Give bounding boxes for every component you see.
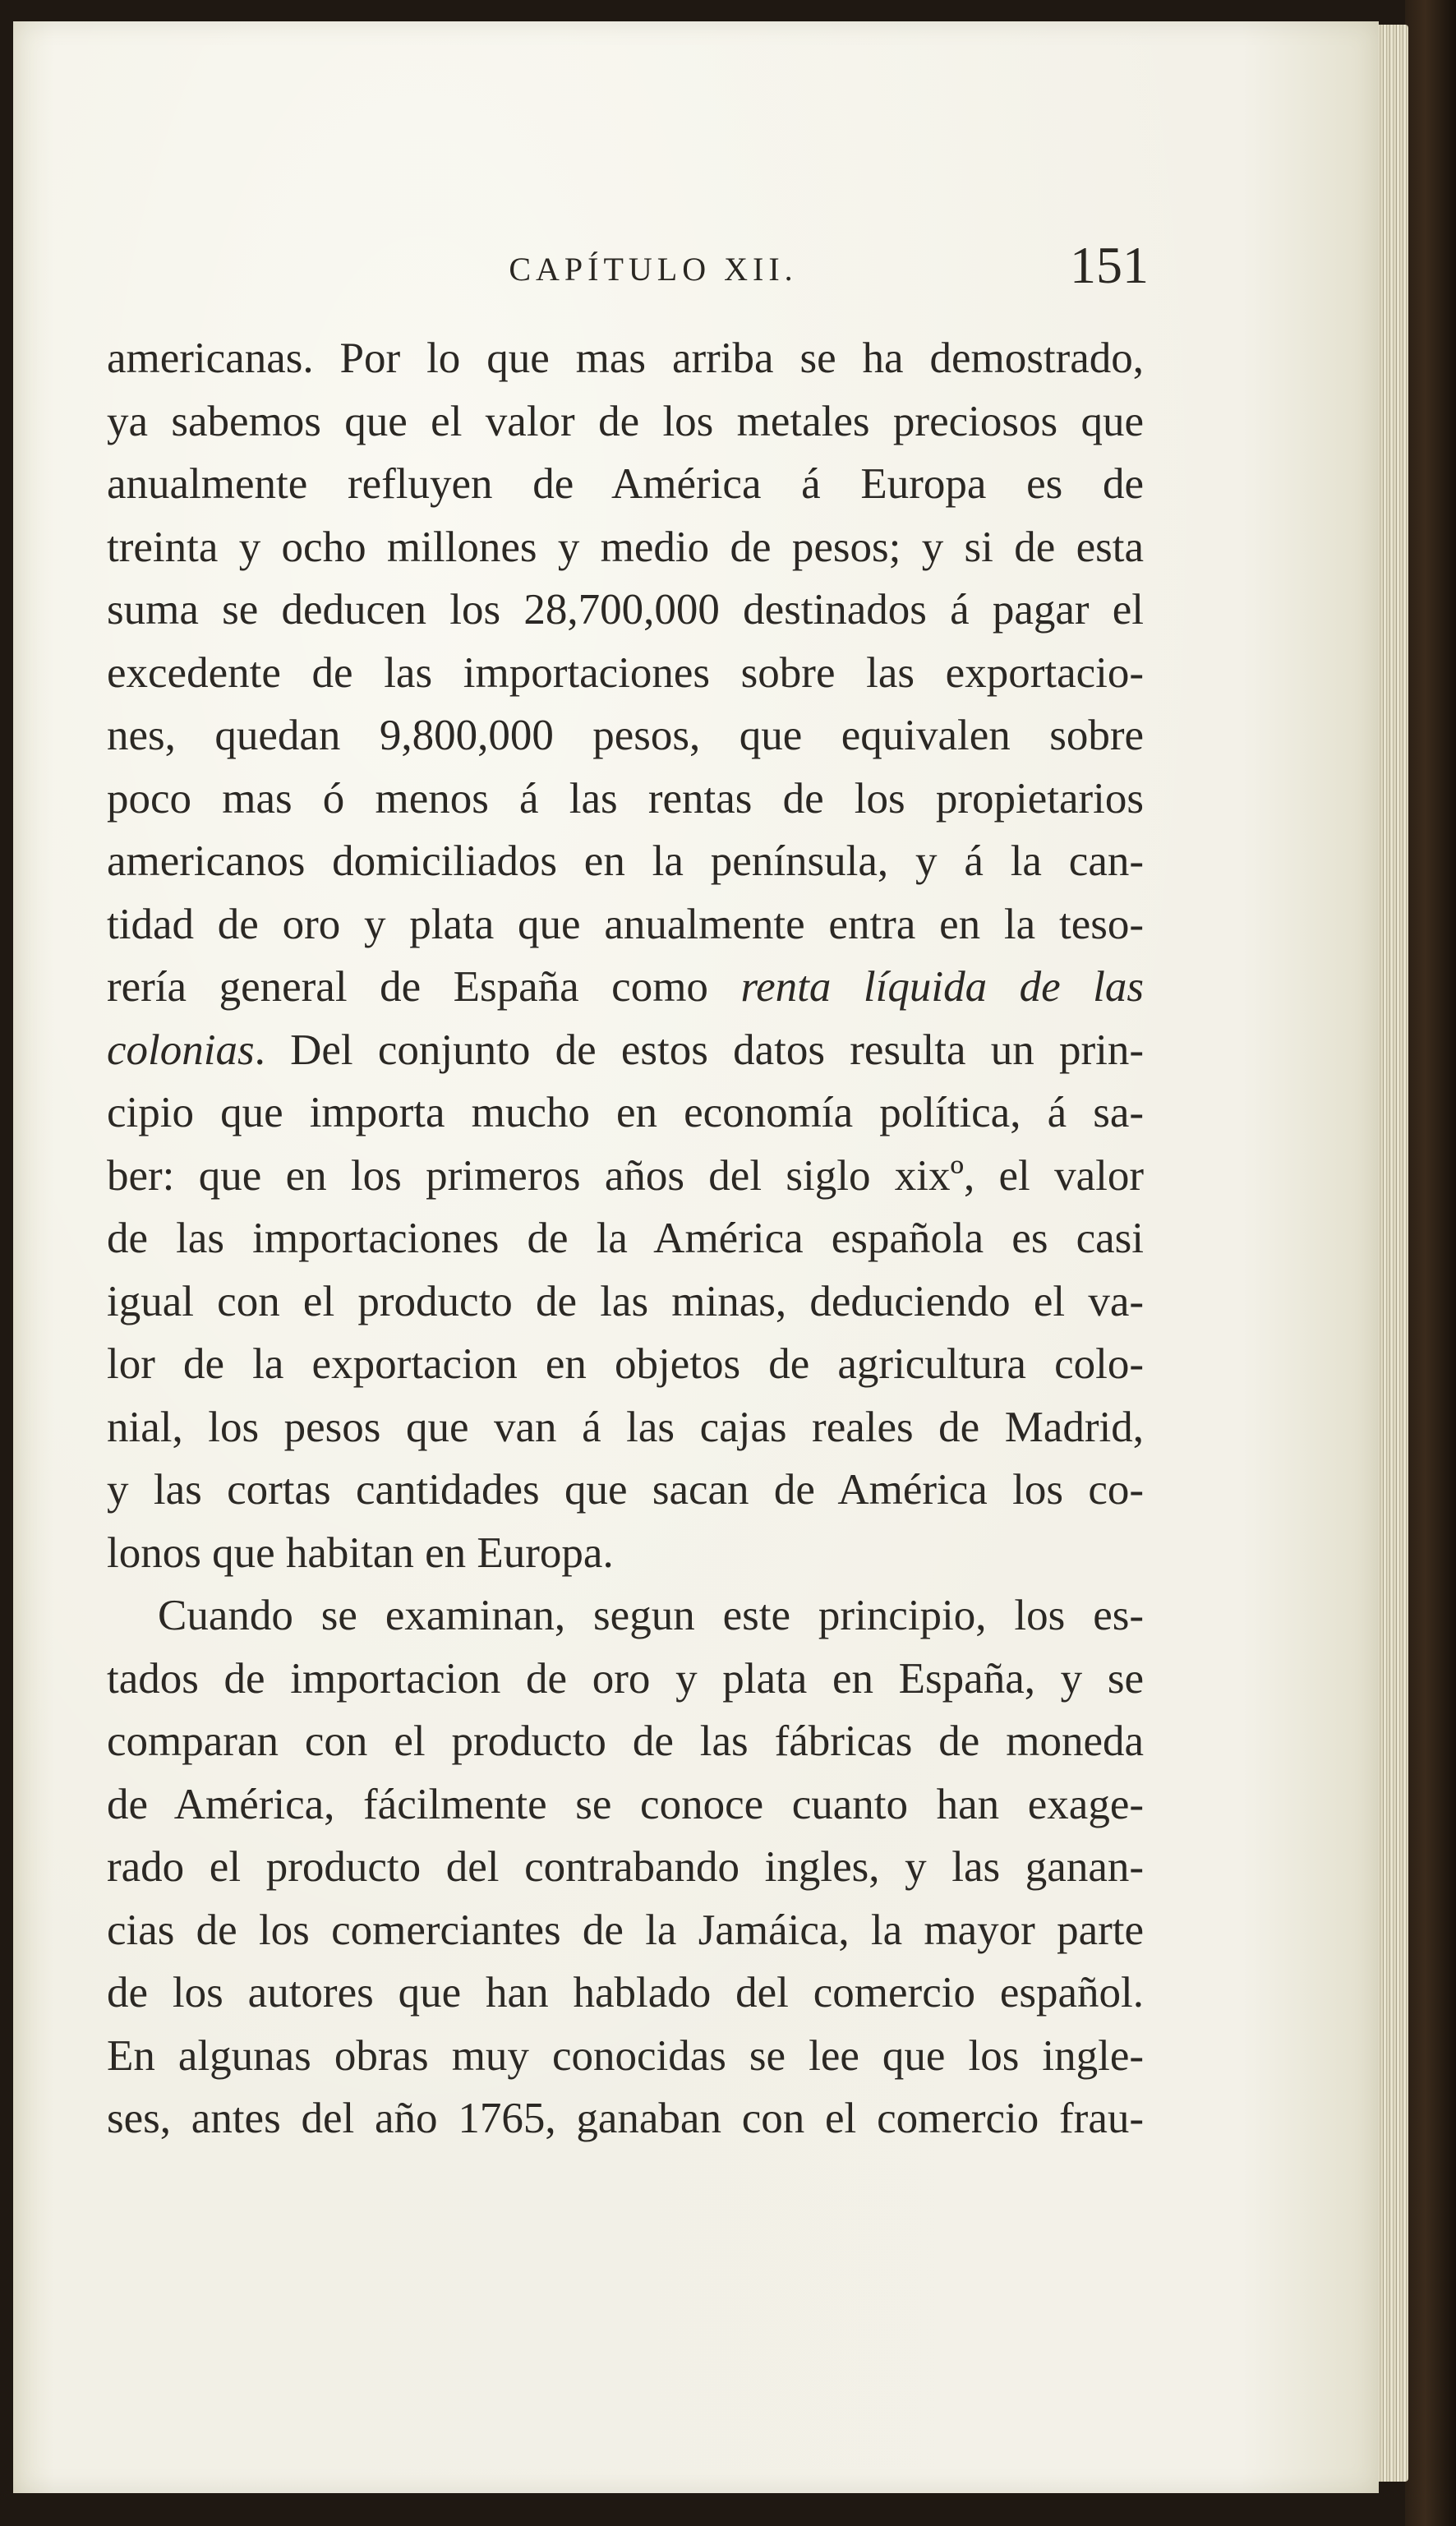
text-line (107, 1019, 1144, 1082)
text-line: cipio que importa mucho en economía política, á sa- (107, 1089, 1144, 1136)
text-line: ber: que en los primeros años del siglo xixº, el valor (107, 1151, 1144, 1200)
text-line: Cuando se examinan, segun este principio, los es- (158, 1592, 1144, 1639)
italic-phrase: colonias (107, 1026, 255, 1074)
text-segment: . Del conjunto de estos datos resulta un prin- (254, 1026, 1144, 1074)
text-segment: rería general de España como (107, 963, 741, 1011)
text-line: excedente de las importaciones sobre las exportacio- (107, 648, 1144, 697)
text-line: de los autores que han hablado del comercio español. (107, 1969, 1144, 2017)
text-line: ya sabemos que el valor de los metales preciosos que (107, 397, 1144, 445)
text-line: igual con el producto de las minas, deduciendo el va- (107, 1277, 1144, 1325)
text-line: nes, quedan 9,800,000 pesos, que equivalen sobre (107, 712, 1144, 759)
page-header (13, 235, 1379, 309)
running-head: CAPÍTULO XII. (509, 251, 798, 288)
text-line: americanos domiciliados en la península, y á la can- (107, 837, 1144, 885)
italic-phrase: renta líquida de las (740, 963, 1144, 1011)
text-line: rado el producto del contrabando ingles, y las ganan- (107, 1843, 1144, 1891)
text-line: suma se deducen los 28,700,000 destinados á pagar el (107, 586, 1144, 634)
page-number: 151 (1070, 236, 1149, 294)
book-binding (1405, 0, 1456, 2526)
text-line: poco mas ó menos á las rentas de los propietarios (107, 774, 1144, 823)
text-line: tados de importacion de oro y plata en España, y se (107, 1654, 1144, 1703)
text-line: ses, antes del año 1765, ganaban con el comercio frau- (107, 2095, 1144, 2142)
text-line: lor de la exportacion en objetos de agricultura colo- (107, 1340, 1144, 1388)
text-line: de América, fácilmente se conoce cuanto han exage- (107, 1780, 1144, 1828)
text-line: tidad de oro y plata que anualmente entra en la teso- (107, 900, 1144, 948)
text-line: americanas. Por lo que mas arriba se ha demostrado, (107, 334, 1144, 382)
book-page (13, 21, 1379, 2493)
text-line: anualmente refluyen de América á Europa es de (107, 460, 1144, 508)
text-line (107, 956, 1144, 1019)
text-line: y las cortas cantidades que sacan de América los co- (107, 1466, 1144, 1514)
text-line: nial, los pesos que van á las cajas reales de Madrid, (107, 1403, 1144, 1451)
text-line: cias de los comerciantes de la Jamáica, la mayor parte (107, 1906, 1144, 1954)
body-text (107, 327, 1144, 2150)
text-line: comparan con el producto de las fábricas de moneda (107, 1717, 1144, 1765)
text-line: En algunas obras muy conocidas se lee que los ingle- (107, 2031, 1144, 2080)
text-line: de las importaciones de la América española es casi (107, 1215, 1144, 1262)
text-line: treinta y ocho millones y medio de pesos; y si de esta (107, 523, 1144, 571)
text-line: lonos que habitan en Europa. (107, 1528, 614, 1577)
